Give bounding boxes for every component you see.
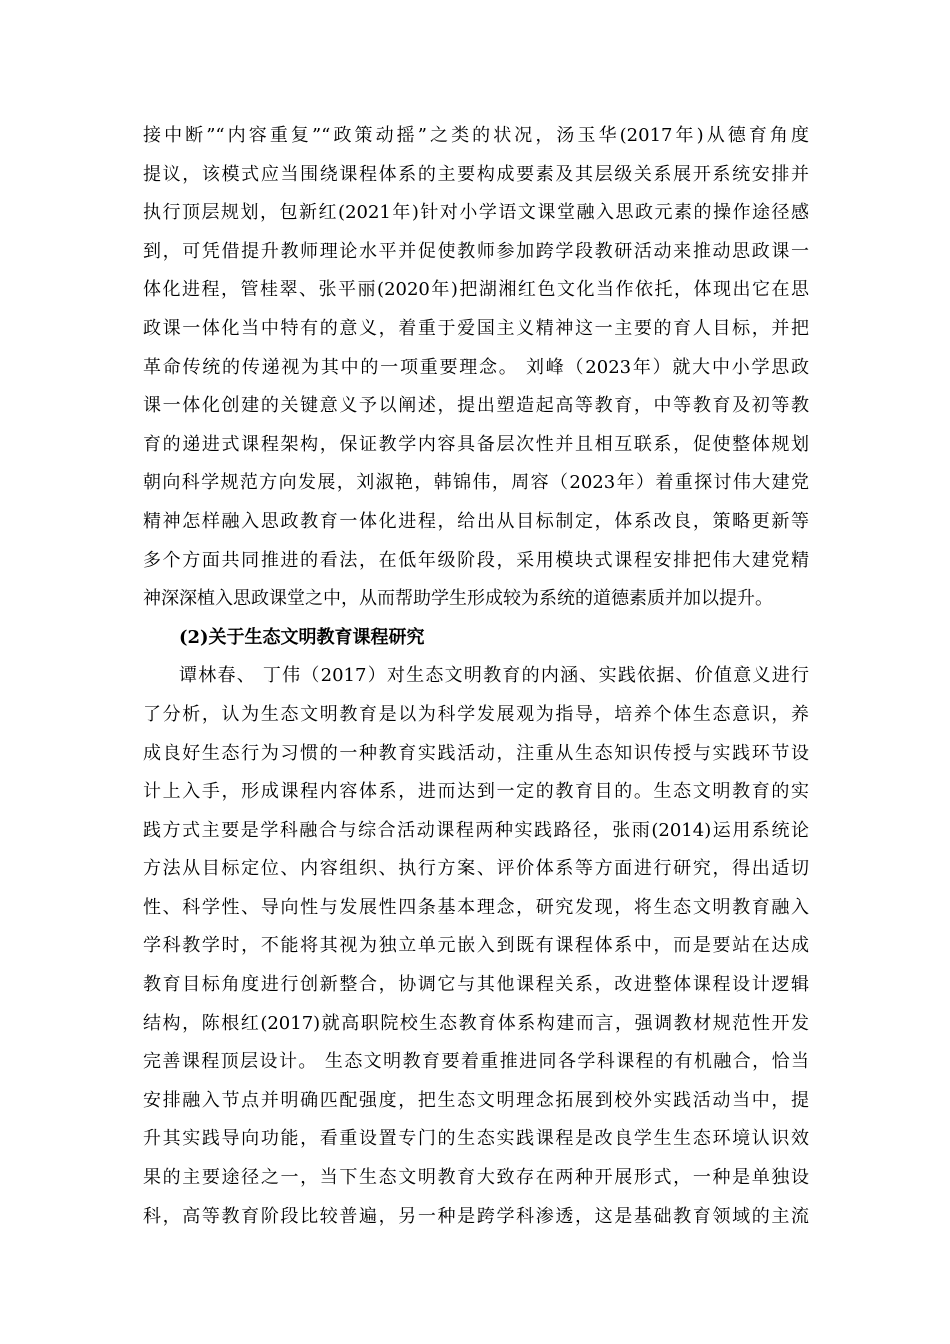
- text-line: 结构，陈根红(2017)就高职院校生态教育体系构建而言，强调教材规范性开发: [143, 1012, 809, 1034]
- text-line: 科，高等教育阶段比较普遍，另一种是跨学科渗透，这是基础教育领域的主流: [143, 1205, 809, 1227]
- text-line: 执行顶层规划，包新红(2021年)针对小学语文课堂融入思政元素的操作途径感: [143, 202, 809, 224]
- text-line: 方法从目标定位、内容组织、执行方案、评价体系等方面进行研究，得出适切: [143, 858, 809, 880]
- text-line: 接中断”“内容重复”“政策动摇”之类的状况，汤玉华(2017年)从德育角度: [143, 125, 809, 146]
- text-line: 多个方面共同推进的看法，在低年级阶段，采用模块式课程安排把伟大建党精: [143, 549, 809, 571]
- text-line: 政课一体化当中特有的意义，着重于爱国主义精神这一主要的育人目标，并把: [143, 317, 809, 339]
- text-line: 升其实践导向功能，看重设置专门的生态实践课程是改良学生生态环境认识效: [143, 1128, 809, 1150]
- text-line: 谭林春、 丁伟（2017）对生态文明教育的内涵、实践依据、价值意义进行: [179, 665, 809, 687]
- text-line: 了分析，认为生态文明教育是以为科学发展观为指导，培养个体生态意识，养: [143, 703, 809, 725]
- text-line: 践方式主要是学科融合与综合活动课程两种实践路径，张雨(2014)运用系统论: [143, 819, 809, 841]
- text-line: 教育目标角度进行创新整合，协调它与其他课程关系，改进整体课程设计逻辑: [143, 974, 809, 996]
- text-line: 成良好生态行为习惯的一种教育实践活动，注重从生态知识传授与实践环节设: [143, 742, 809, 764]
- text-line: 到，可凭借提升教师理论水平并促使教师参加跨学段教研活动来推动思政课一: [143, 240, 809, 262]
- text-line: 计上入手，形成课程内容体系，进而达到一定的教育目的。生态文明教育的实: [143, 781, 809, 803]
- text-line: 安排融入节点并明确匹配强度，把生态文明理念拓展到校外实践活动当中，提: [143, 1089, 809, 1111]
- text-line: 朝向科学规范方向发展，刘淑艳，韩锦伟，周容（2023年）着重探讨伟大建党: [143, 472, 809, 494]
- paragraph-ecological-education: [143, 657, 809, 1236]
- text-line: 学科教学时，不能将其视为独立单元嵌入到既有课程体系中，而是要站在达成: [143, 935, 809, 957]
- text-line: 精神怎样融入思政教育一体化进程，给出从目标制定，体系改良，策略更新等: [143, 510, 809, 532]
- section-heading: (2)关于生态文明教育课程研究: [179, 626, 425, 648]
- text-line: 课一体化创建的关键意义予以阐述，提出塑造起高等教育，中等教育及初等教: [143, 395, 809, 417]
- text-line: 果的主要途径之一，当下生态文明教育大致存在两种开展形式，一种是单独设: [143, 1167, 809, 1189]
- paragraph-integration: [143, 117, 809, 619]
- text-line: 育的递进式课程架构，保证教学内容具备层次性并且相互联系，促使整体规划: [143, 433, 809, 455]
- text-line: 革命传统的传递视为其中的一项重要理念。 刘峰（2023年）就大中小学思政: [143, 356, 809, 378]
- text-line: 神深深植入思政课堂之中，从而帮助学生形成较为系统的道德素质并加以提升。: [143, 588, 773, 610]
- text-line: 性、科学性、导向性与发展性四条基本理念，研究发现，将生态文明教育融入: [143, 896, 809, 918]
- document-page: [143, 117, 809, 1236]
- text-line: 体化进程，管桂翠、张平丽(2020年)把湖湘红色文化当作依托，体现出它在思: [143, 279, 809, 301]
- text-line: 完善课程顶层设计。 生态文明教育要着重推进同各学科课程的有机融合，恰当: [143, 1051, 809, 1073]
- text-line: 提议，该模式应当围绕课程体系的主要构成要素及其层级关系展开系统安排并: [143, 163, 809, 185]
